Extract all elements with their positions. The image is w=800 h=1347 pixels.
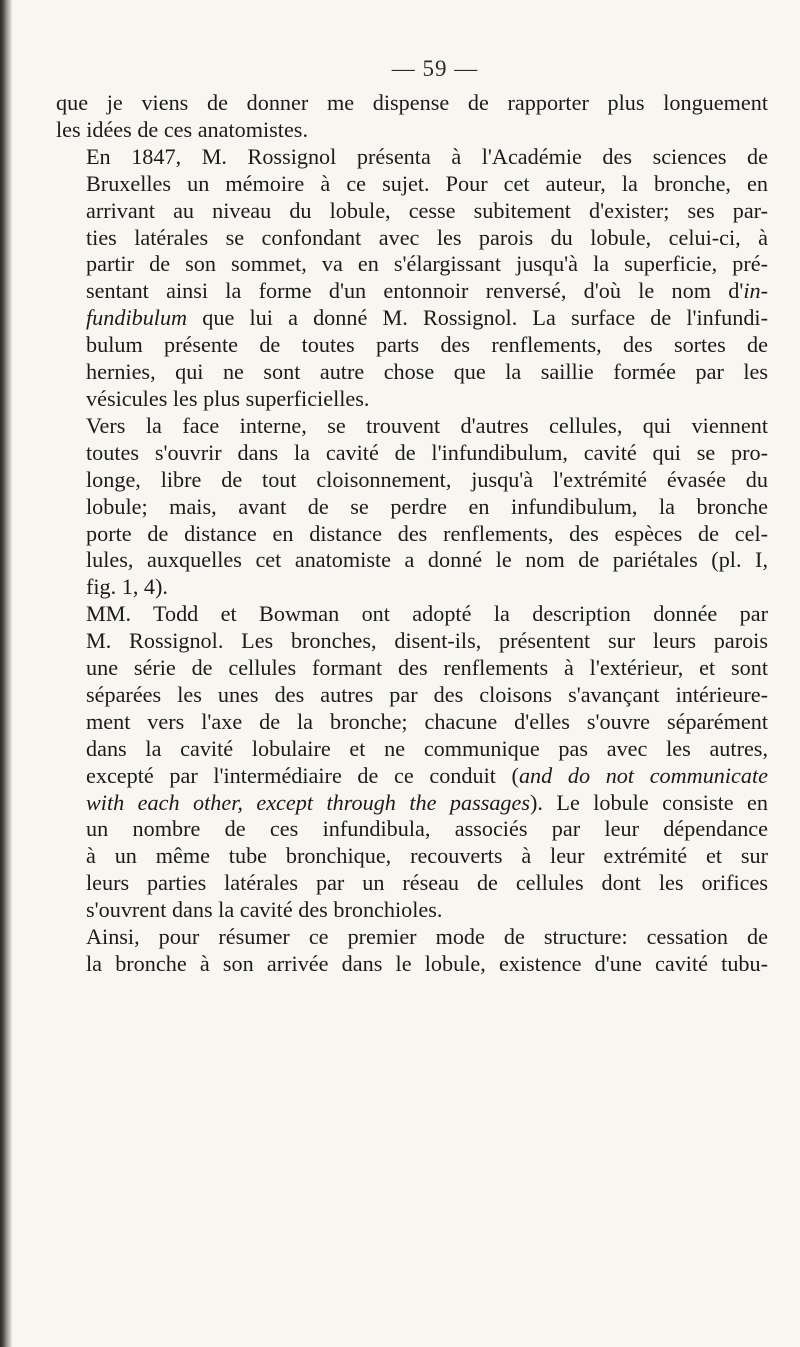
paragraph-1 xyxy=(56,90,768,144)
italic-text: with each other, except through the passages xyxy=(86,789,531,815)
text-line: sentant ainsi la forme d'un entonnoir renversé, d'où le nom d'in- xyxy=(86,278,768,304)
page-number: — 59 — xyxy=(391,56,479,81)
text-line: Vers la face interne, se trouvent d'autres cellules, qui viennent xyxy=(86,412,768,438)
text-line: M. Rossignol. Les bronches, disent-ils, présentent sur leurs parois xyxy=(86,628,768,654)
text-line: un nombre de ces infundibula, associés par leur dépendance xyxy=(86,816,768,842)
text-line: En 1847, M. Rossignol présenta à l'Académie des sciences de xyxy=(86,143,768,169)
text-line: partir de son sommet, va en s'élargissant jusqu'à la superficie, pré- xyxy=(86,251,768,277)
paragraph-5 xyxy=(56,924,768,978)
text-line: excepté par l'intermédiaire de ce conduit (and do not communicate xyxy=(86,762,768,788)
text-line: bulum présente de toutes parts des renflements, des sortes de xyxy=(86,332,768,358)
text-line: vésicules les plus superficielles. xyxy=(86,385,370,411)
paragraph-4 xyxy=(56,601,768,924)
text-line: porte de distance en distance des renflements, des espèces de cel- xyxy=(86,520,768,546)
text-line: hernies, qui ne sont autre chose que la saillie formée par les xyxy=(86,359,768,385)
text-line: fig. 1, 4). xyxy=(86,574,168,600)
text-line: longe, libre de tout cloisonnement, jusqu'à l'extrémité évasée du xyxy=(86,466,768,492)
text-line: lobule; mais, avant de se perdre en infundibulum, la bronche xyxy=(86,493,768,519)
text-line: ment vers l'axe de la bronche; chacune d'elles s'ouvre séparément xyxy=(86,708,768,734)
text-line: Bruxelles un mémoire à ce sujet. Pour cet auteur, la bronche, en xyxy=(86,170,768,196)
text-line: que je viens de donner me dispense de rapporter plus longuement xyxy=(56,90,768,115)
text-line: arrivant au niveau du lobule, cesse subitement d'exister; ses par- xyxy=(86,197,768,223)
text-line: dans la cavité lobulaire et ne communique pas avec les autres, xyxy=(86,735,768,761)
text-line: Ainsi, pour résumer ce premier mode de structure: cessation de xyxy=(86,924,768,950)
text-line: les idées de ces anatomistes. xyxy=(56,116,308,142)
text-line: toutes s'ouvrir dans la cavité de l'infundibulum, cavité qui se pro- xyxy=(86,439,768,465)
italic-text: and do not communicate xyxy=(518,762,768,788)
text-line: ties latérales se confondant avec les parois du lobule, celui-ci, à xyxy=(86,224,768,250)
book-page xyxy=(56,56,768,978)
text-line: with each other, except through the passages). Le lobule consiste en xyxy=(86,789,769,815)
paragraph-3 xyxy=(56,413,768,601)
text-line: MM. Todd et Bowman ont adopté la description donnée par xyxy=(86,601,768,627)
text-line: lules, auxquelles cet anatomiste a donné le nom de pariétales (pl. I, xyxy=(86,547,768,573)
text-line: leurs parties latérales par un réseau de cellules dont les orifices xyxy=(86,870,768,896)
paragraph-2 xyxy=(56,144,768,413)
text-line: une série de cellules formant des renflements à l'extérieur, et sont xyxy=(86,655,768,681)
text-line: s'ouvrent dans la cavité des bronchioles. xyxy=(86,897,443,923)
text-line: séparées les unes des autres par des cloisons s'avançant intérieure- xyxy=(86,681,768,707)
italic-text: in- xyxy=(743,278,768,304)
text-line: à un même tube bronchique, recouverts à leur extrémité et sur xyxy=(86,843,768,869)
page-edge-shadow xyxy=(0,0,12,1347)
text-line: fundibulum que lui a donné M. Rossignol. La surface de l'infundi- xyxy=(86,305,768,331)
italic-text: fundibulum xyxy=(86,305,188,331)
text-line: la bronche à son arrivée dans le lobule, existence d'une cavité tubu- xyxy=(86,951,768,976)
